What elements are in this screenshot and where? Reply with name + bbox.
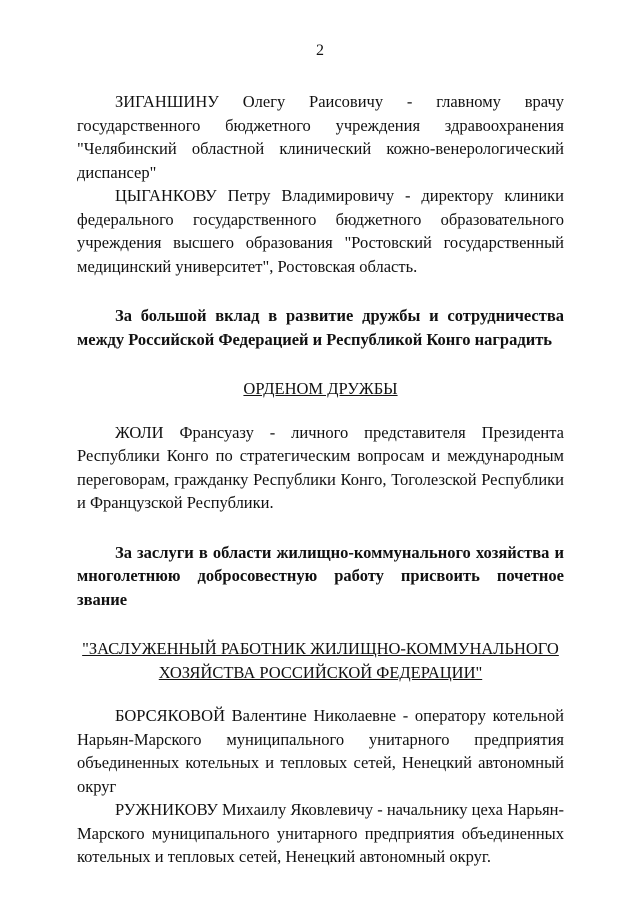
order-title: ОРДЕНОМ ДРУЖБЫ	[243, 379, 398, 398]
decree-intro-friendship: За большой вклад в развитие дружбы и сотрудничества между Российской Федерацией и Республикой Конго наградить	[77, 306, 564, 349]
award-entry-borsyakova: БОРСЯКОВОЙ Валентине Николаевне - оператору котельной Нарьян-Марского муниципального унитарного предприятия объединенных котельных и тепловых сетей, Ненецкий автономный округ	[77, 706, 564, 796]
page-number: 2	[316, 42, 324, 59]
award-entry-ziganshin: ЗИГАНШИНУ Олегу Раисовичу - главному врачу государственного бюджетного учреждения здравоохранения "Челябинский областной клинический кожно-венерологический диспансер"	[77, 92, 564, 182]
award-entry-ruzhnikov: РУЖНИКОВУ Михаилу Яковлевичу - начальнику цеха Нарьян-Марского муниципального унитарного предприятия объединенных котельных и тепловых сетей, Ненецкий автономный округ.	[77, 800, 565, 866]
document-body	[77, 90, 564, 869]
award-entry-joli: ЖОЛИ Франсуазу - личного представителя Президента Республики Конго по стратегическим вопросам и международным переговорам, гражданку Республики Конго, Тоголезской Республики и Французской Республики.	[77, 422, 564, 512]
award-entry-tsygankov: ЦЫГАНКОВУ Петру Владимировичу - директору клиники федерального государственного бюджетного образовательного учреждения высшего образования "Ростовский государственный медицинский университет", Ростовская область.	[77, 186, 564, 276]
honorary-title-line2: ХОЗЯЙСТВА РОССИЙСКОЙ ФЕДЕРАЦИИ"	[158, 662, 483, 682]
honorary-title-line1: "ЗАСЛУЖЕННЫЙ РАБОТНИК ЖИЛИЩНО-КОММУНАЛЬНОГО	[82, 639, 559, 658]
decree-intro-housing: За заслуги в области жилищно-коммунального хозяйства и многолетнюю добросовестную работу присвоить почетное звание	[77, 542, 564, 609]
